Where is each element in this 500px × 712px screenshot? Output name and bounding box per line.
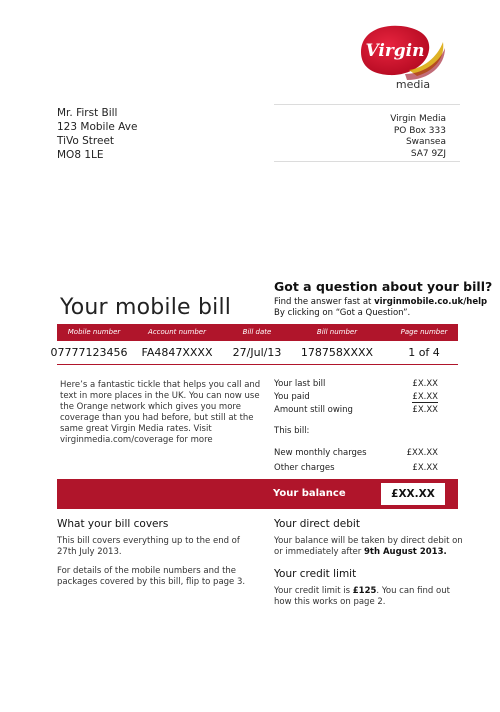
payment-section bbox=[274, 518, 464, 608]
header-mobile-number: Mobile number bbox=[67, 328, 121, 336]
balance-amount: £XX.XX bbox=[391, 488, 435, 500]
balance-box bbox=[381, 483, 445, 505]
svg-text:media: media bbox=[395, 78, 431, 91]
other-charges-row: Other charges £X.XX bbox=[274, 463, 438, 473]
svg-text:Virgin: Virgin bbox=[365, 41, 425, 61]
balance-label: Your balance bbox=[273, 488, 346, 499]
company-address: Virgin Media PO Box 333 Swansea SA7 9ZJ bbox=[390, 114, 446, 159]
bill-info-header bbox=[57, 324, 458, 341]
help-section bbox=[274, 279, 493, 318]
header-bill-number: Bill number bbox=[316, 328, 358, 336]
header-bill-date: Bill date bbox=[242, 328, 272, 336]
direct-debit-text: Your balance will be taken by direct debit on or immediately after 9th August 2013. bbox=[274, 536, 463, 557]
customer-postcode: MO8 1LE bbox=[57, 149, 104, 161]
help-link[interactable]: virginmobile.co.uk/help bbox=[374, 297, 488, 307]
bill-date-value: 27/Jul/13 bbox=[232, 346, 282, 359]
header-account-number: Account number bbox=[148, 328, 206, 336]
promo-text: Here’s a fantastic tickle that helps you call and text in more places in the UK. You can now use the Orange network which gives you more coverage than you had before, but still at the same great Virgin Media rates. Visit virginmedia.com/coverage for more bbox=[60, 380, 261, 445]
bill-covers-heading: What your bill covers bbox=[57, 518, 169, 530]
this-bill-row: This bill: bbox=[274, 426, 310, 436]
credit-limit-text: Your credit limit is £125. You can find out how this works on page 2. bbox=[274, 586, 450, 607]
paid-row: You paid £X.XX bbox=[274, 392, 438, 402]
customer-address bbox=[57, 106, 137, 162]
last-bill-row: Your last bill £X.XX bbox=[274, 379, 438, 389]
bill-covers-text: This bill covers everything up to the end of 27th July 2013. bbox=[57, 536, 240, 557]
bill-number-value: 178758XXXX bbox=[300, 346, 374, 359]
company-address-box bbox=[274, 104, 460, 162]
account-number-value: FA4847XXXX bbox=[141, 346, 213, 359]
monthly-charges-row: New monthly charges £XX.XX bbox=[274, 448, 438, 458]
customer-town: TiVo Street bbox=[57, 135, 115, 147]
bill-summary bbox=[274, 379, 438, 476]
mobile-number-value: 07777123456 bbox=[50, 346, 128, 359]
help-title: Got a question about your bill? bbox=[274, 279, 493, 294]
header-page-number: Page number bbox=[400, 328, 448, 336]
help-text: Find the answer fast at virginmobile.co.uk/help By clicking on “Got a Question”. bbox=[274, 297, 488, 318]
owing-row: Amount still owing £X.XX bbox=[274, 405, 438, 415]
bill-info-values bbox=[50, 341, 458, 365]
direct-debit-heading: Your direct debit bbox=[274, 518, 360, 530]
bill-covers-details: For details of the mobile numbers and the packages covered by this bill, flip to page 3. bbox=[57, 566, 246, 587]
balance-bar bbox=[57, 479, 458, 509]
customer-name: Mr. First Bill bbox=[57, 107, 118, 119]
page-number-value: 1 of 4 bbox=[408, 346, 440, 359]
customer-street: 123 Mobile Ave bbox=[57, 121, 138, 133]
bill-covers-section bbox=[57, 518, 257, 588]
virgin-media-logo bbox=[355, 22, 447, 92]
page-title: Your mobile bill bbox=[60, 295, 232, 320]
credit-limit-heading: Your credit limit bbox=[274, 568, 357, 580]
